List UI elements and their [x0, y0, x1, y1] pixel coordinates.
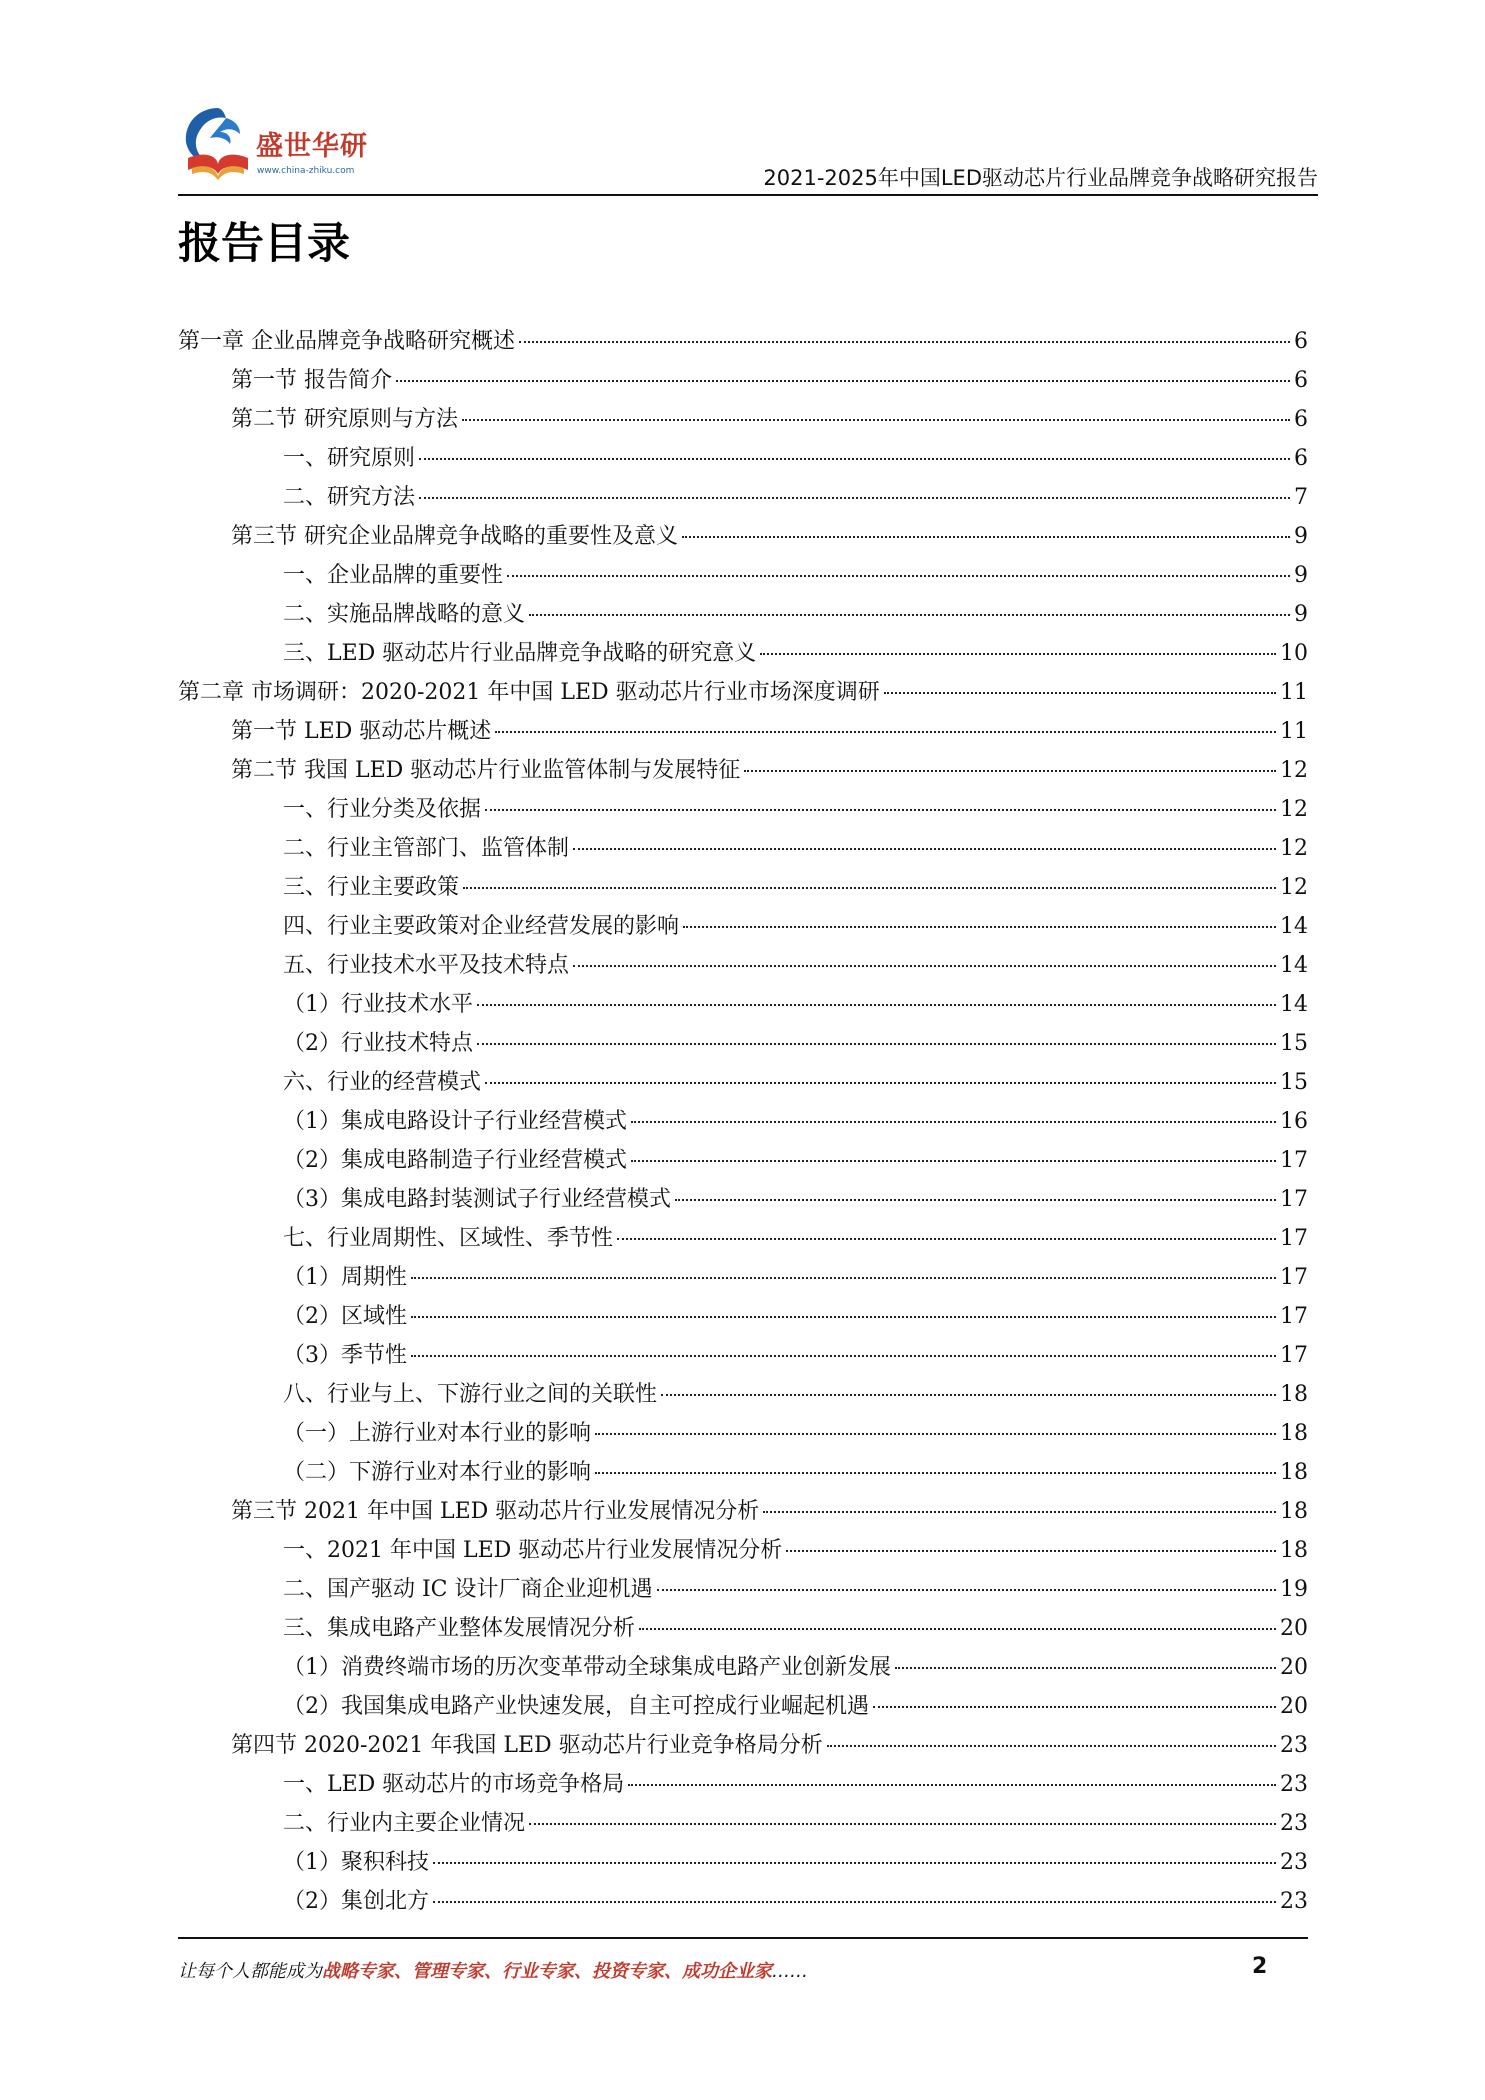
- toc-entry-page: 11: [1280, 680, 1308, 705]
- toc-dot-leader: [529, 614, 1290, 616]
- logo-emblem-icon: [178, 102, 254, 182]
- footer-slogan: [178, 1957, 808, 1983]
- toc-entry-title: 一、行业分类及依据: [283, 797, 482, 822]
- toc-entry-title: 七、行业周期性、区域性、季节性: [283, 1226, 614, 1251]
- toc-dot-leader: [617, 1238, 1276, 1240]
- toc-entry-title: （一）上游行业对本行业的影响: [283, 1421, 592, 1446]
- toc-entry-page: 20: [1280, 1694, 1308, 1719]
- toc-dot-leader: [419, 458, 1290, 460]
- toc-entry-page: 23: [1280, 1889, 1308, 1914]
- toc-dot-leader: [683, 926, 1276, 928]
- toc-entry-title: （1）集成电路设计子行业经营模式: [283, 1109, 627, 1134]
- toc-entry[interactable]: [178, 1611, 1308, 1650]
- toc-entry[interactable]: [178, 1260, 1308, 1299]
- table-of-contents: [178, 324, 1308, 1923]
- toc-entry[interactable]: [178, 1728, 1308, 1767]
- toc-entry-page: 23: [1280, 1772, 1308, 1797]
- toc-dot-leader: [573, 965, 1276, 967]
- toc-entry[interactable]: [178, 324, 1308, 363]
- toc-entry[interactable]: [178, 1845, 1308, 1884]
- toc-entry-title: 三、集成电路产业整体发展情况分析: [283, 1616, 636, 1641]
- toc-entry-title: 六、行业的经营模式: [283, 1070, 482, 1095]
- toc-entry-title: 第二节 我国 LED 驱动芯片行业监管体制与发展特征: [231, 758, 741, 783]
- toc-entry-page: 9: [1294, 602, 1308, 627]
- toc-entry-title: （1）周期性: [283, 1265, 407, 1290]
- toc-dot-leader: [631, 1160, 1276, 1162]
- toc-entry-page: 17: [1280, 1304, 1308, 1329]
- toc-dot-leader: [760, 653, 1276, 655]
- toc-entry-page: 18: [1280, 1499, 1308, 1524]
- toc-entry-title: （二）下游行业对本行业的影响: [283, 1460, 592, 1485]
- toc-entry[interactable]: [178, 1494, 1308, 1533]
- toc-dot-leader: [884, 692, 1276, 694]
- toc-entry[interactable]: [178, 1767, 1308, 1806]
- page-header: [178, 100, 1318, 195]
- toc-entry-title: 第三节 2021 年中国 LED 驱动芯片行业发展情况分析: [231, 1499, 760, 1524]
- toc-entry-page: 23: [1280, 1733, 1308, 1758]
- toc-entry-title: 二、国产驱动 IC 设计厂商企业迎机遇: [283, 1577, 653, 1602]
- toc-entry-page: 23: [1280, 1850, 1308, 1875]
- toc-dot-leader: [477, 1043, 1276, 1045]
- toc-entry-title: 一、企业品牌的重要性: [283, 563, 504, 588]
- toc-entry-page: 12: [1280, 758, 1308, 783]
- toc-entry[interactable]: [178, 1533, 1308, 1572]
- toc-dot-leader: [657, 1589, 1276, 1591]
- toc-entry-title: 三、LED 驱动芯片行业品牌竞争战略的研究意义: [283, 641, 757, 666]
- toc-entry-title: 二、行业主管部门、监管体制: [283, 836, 570, 861]
- toc-entry-page: 11: [1280, 719, 1308, 744]
- toc-dot-leader: [529, 1823, 1276, 1825]
- toc-entry[interactable]: [178, 792, 1308, 831]
- toc-entry-title: （1）行业技术水平: [283, 992, 473, 1017]
- toc-entry[interactable]: [178, 1299, 1308, 1338]
- toc-entry-title: 第一节 报告简介: [231, 368, 392, 393]
- toc-entry-title: 二、研究方法: [283, 485, 416, 510]
- toc-entry[interactable]: [178, 1416, 1308, 1455]
- toc-dot-leader: [419, 497, 1290, 499]
- toc-dot-leader: [411, 1316, 1276, 1318]
- toc-dot-leader: [661, 1394, 1276, 1396]
- toc-entry-title: （3）集成电路封装测试子行业经营模式: [283, 1187, 671, 1212]
- toc-entry-title: 二、实施品牌战略的意义: [283, 602, 526, 627]
- header-divider: [178, 194, 1318, 196]
- toc-dot-leader: [873, 1706, 1276, 1708]
- toc-entry[interactable]: [178, 1806, 1308, 1845]
- toc-entry-title: 第三节 研究企业品牌竞争战略的重要性及意义: [231, 524, 678, 549]
- toc-entry-page: 6: [1294, 368, 1308, 393]
- toc-entry-title: 四、行业主要政策对企业经营发展的影响: [283, 914, 680, 939]
- toc-entry-page: 17: [1280, 1343, 1308, 1368]
- toc-dot-leader: [744, 770, 1276, 772]
- toc-entry[interactable]: [178, 363, 1308, 402]
- page-number: 2: [1252, 1954, 1268, 1979]
- toc-entry[interactable]: [178, 948, 1308, 987]
- toc-entry[interactable]: [178, 1650, 1308, 1689]
- logo-website-url: www.china-zhiku.com: [257, 166, 355, 176]
- toc-entry-page: 18: [1280, 1460, 1308, 1485]
- toc-entry[interactable]: [178, 480, 1308, 519]
- toc-entry-page: 18: [1280, 1382, 1308, 1407]
- toc-dot-leader: [463, 887, 1276, 889]
- toc-dot-leader: [477, 1004, 1276, 1006]
- toc-entry-title: 三、行业主要政策: [283, 875, 460, 900]
- toc-dot-leader: [763, 1511, 1276, 1513]
- toc-dot-leader: [485, 1082, 1276, 1084]
- toc-dot-leader: [507, 575, 1290, 577]
- toc-entry-page: 14: [1280, 992, 1308, 1017]
- toc-dot-leader: [519, 341, 1290, 343]
- toc-dot-leader: [595, 1433, 1276, 1435]
- toc-entry-page: 14: [1280, 953, 1308, 978]
- toc-entry-page: 20: [1280, 1655, 1308, 1680]
- toc-entry[interactable]: [178, 1221, 1308, 1260]
- toc-entry-page: 20: [1280, 1616, 1308, 1641]
- toc-entry[interactable]: [178, 987, 1308, 1026]
- toc-dot-leader: [827, 1745, 1276, 1747]
- toc-entry-title: 一、2021 年中国 LED 驱动芯片行业发展情况分析: [283, 1538, 783, 1563]
- toc-entry-page: 12: [1280, 797, 1308, 822]
- slogan-suffix: ……: [772, 1961, 808, 1982]
- toc-dot-leader: [675, 1199, 1276, 1201]
- toc-dot-leader: [595, 1472, 1276, 1474]
- toc-entry[interactable]: [178, 1884, 1308, 1923]
- footer-divider: [178, 1937, 1308, 1939]
- toc-dot-leader: [573, 848, 1276, 850]
- toc-entry[interactable]: [178, 636, 1308, 675]
- toc-entry-page: 10: [1280, 641, 1308, 666]
- toc-entry[interactable]: [178, 1455, 1308, 1494]
- slogan-highlight: 战略专家、管理专家、行业专家、投资专家、成功企业家: [322, 1961, 772, 1982]
- toc-entry-page: 7: [1294, 485, 1308, 510]
- toc-dot-leader: [411, 1277, 1276, 1279]
- toc-entry[interactable]: [178, 558, 1308, 597]
- toc-entry-title: 第二节 研究原则与方法: [231, 407, 458, 432]
- toc-entry-title: （2）集创北方: [283, 1889, 429, 1914]
- toc-entry-title: （1）聚积科技: [283, 1850, 429, 1875]
- toc-entry-page: 16: [1280, 1109, 1308, 1134]
- toc-entry[interactable]: [178, 831, 1308, 870]
- toc-dot-leader: [433, 1901, 1276, 1903]
- toc-entry[interactable]: [178, 519, 1308, 558]
- toc-entry-page: 23: [1280, 1811, 1308, 1836]
- toc-entry-title: 五、行业技术水平及技术特点: [283, 953, 570, 978]
- report-title: 2021-2025年中国LED驱动芯片行业品牌竞争战略研究报告: [763, 166, 1318, 190]
- toc-entry-page: 6: [1294, 329, 1308, 354]
- toc-entry-title: 一、LED 驱动芯片的市场竞争格局: [283, 1772, 625, 1797]
- toc-entry-title: 一、研究原则: [283, 446, 416, 471]
- toc-entry-title: （2）我国集成电路产业快速发展，自主可控成行业崛起机遇: [283, 1694, 869, 1719]
- toc-entry[interactable]: [178, 1689, 1308, 1728]
- toc-entry[interactable]: [178, 675, 1308, 714]
- toc-dot-leader: [485, 809, 1276, 811]
- toc-entry-title: 八、行业与上、下游行业之间的关联性: [283, 1382, 658, 1407]
- toc-entry-page: 12: [1280, 875, 1308, 900]
- slogan-prefix: 让每个人都能成为: [178, 1961, 322, 1982]
- toc-entry[interactable]: [178, 909, 1308, 948]
- toc-dot-leader: [411, 1355, 1276, 1357]
- toc-entry[interactable]: [178, 1182, 1308, 1221]
- toc-dot-leader: [462, 419, 1290, 421]
- toc-entry-page: 15: [1280, 1031, 1308, 1056]
- toc-entry-page: 9: [1294, 524, 1308, 549]
- toc-entry-title: （2）集成电路制造子行业经营模式: [283, 1148, 627, 1173]
- toc-entry-page: 19: [1280, 1577, 1308, 1602]
- toc-entry-title: （2）行业技术特点: [283, 1031, 473, 1056]
- toc-entry-page: 9: [1294, 563, 1308, 588]
- toc-entry[interactable]: [178, 753, 1308, 792]
- toc-entry[interactable]: [178, 402, 1308, 441]
- toc-dot-leader: [396, 380, 1290, 382]
- toc-dot-leader: [495, 731, 1276, 733]
- toc-entry-page: 17: [1280, 1148, 1308, 1173]
- toc-dot-leader: [786, 1550, 1276, 1552]
- toc-entry-page: 18: [1280, 1538, 1308, 1563]
- toc-entry-page: 14: [1280, 914, 1308, 939]
- toc-entry-page: 12: [1280, 836, 1308, 861]
- toc-entry[interactable]: [178, 1338, 1308, 1377]
- toc-entry[interactable]: [178, 870, 1308, 909]
- toc-entry-title: 第二章 市场调研：2020-2021 年中国 LED 驱动芯片行业市场深度调研: [178, 680, 880, 705]
- toc-entry-title: 第一章 企业品牌竞争战略研究概述: [178, 329, 515, 354]
- toc-entry-title: （3）季节性: [283, 1343, 407, 1368]
- toc-entry-page: 15: [1280, 1070, 1308, 1095]
- toc-dot-leader: [682, 536, 1290, 538]
- toc-dot-leader: [433, 1862, 1276, 1864]
- toc-entry[interactable]: [178, 441, 1308, 480]
- toc-entry-title: 第一节 LED 驱动芯片概述: [231, 719, 492, 744]
- toc-entry-title: （2）区域性: [283, 1304, 407, 1329]
- logo-company-name: 盛世华研: [256, 131, 368, 162]
- toc-entry[interactable]: [178, 1377, 1308, 1416]
- toc-entry[interactable]: [178, 1572, 1308, 1611]
- toc-dot-leader: [895, 1667, 1276, 1669]
- toc-entry-page: 6: [1294, 446, 1308, 471]
- toc-entry[interactable]: [178, 1026, 1308, 1065]
- toc-entry[interactable]: [178, 1104, 1308, 1143]
- toc-entry-page: 17: [1280, 1265, 1308, 1290]
- toc-entry-page: 17: [1280, 1187, 1308, 1212]
- toc-entry-page: 17: [1280, 1226, 1308, 1251]
- toc-entry-title: 二、行业内主要企业情况: [283, 1811, 526, 1836]
- toc-entry[interactable]: [178, 597, 1308, 636]
- toc-dot-leader: [628, 1784, 1276, 1786]
- toc-dot-leader: [639, 1628, 1276, 1630]
- toc-entry-page: 6: [1294, 407, 1308, 432]
- toc-entry[interactable]: [178, 1065, 1308, 1104]
- toc-entry[interactable]: [178, 1143, 1308, 1182]
- toc-entry-title: 第四节 2020-2021 年我国 LED 驱动芯片行业竞争格局分析: [231, 1733, 823, 1758]
- company-logo: [178, 100, 428, 185]
- toc-entry-title: （1）消费终端市场的历次变革带动全球集成电路产业创新发展: [283, 1655, 891, 1680]
- page-title: 报告目录: [178, 219, 350, 269]
- toc-dot-leader: [631, 1121, 1276, 1123]
- toc-entry[interactable]: [178, 714, 1308, 753]
- toc-entry-page: 18: [1280, 1421, 1308, 1446]
